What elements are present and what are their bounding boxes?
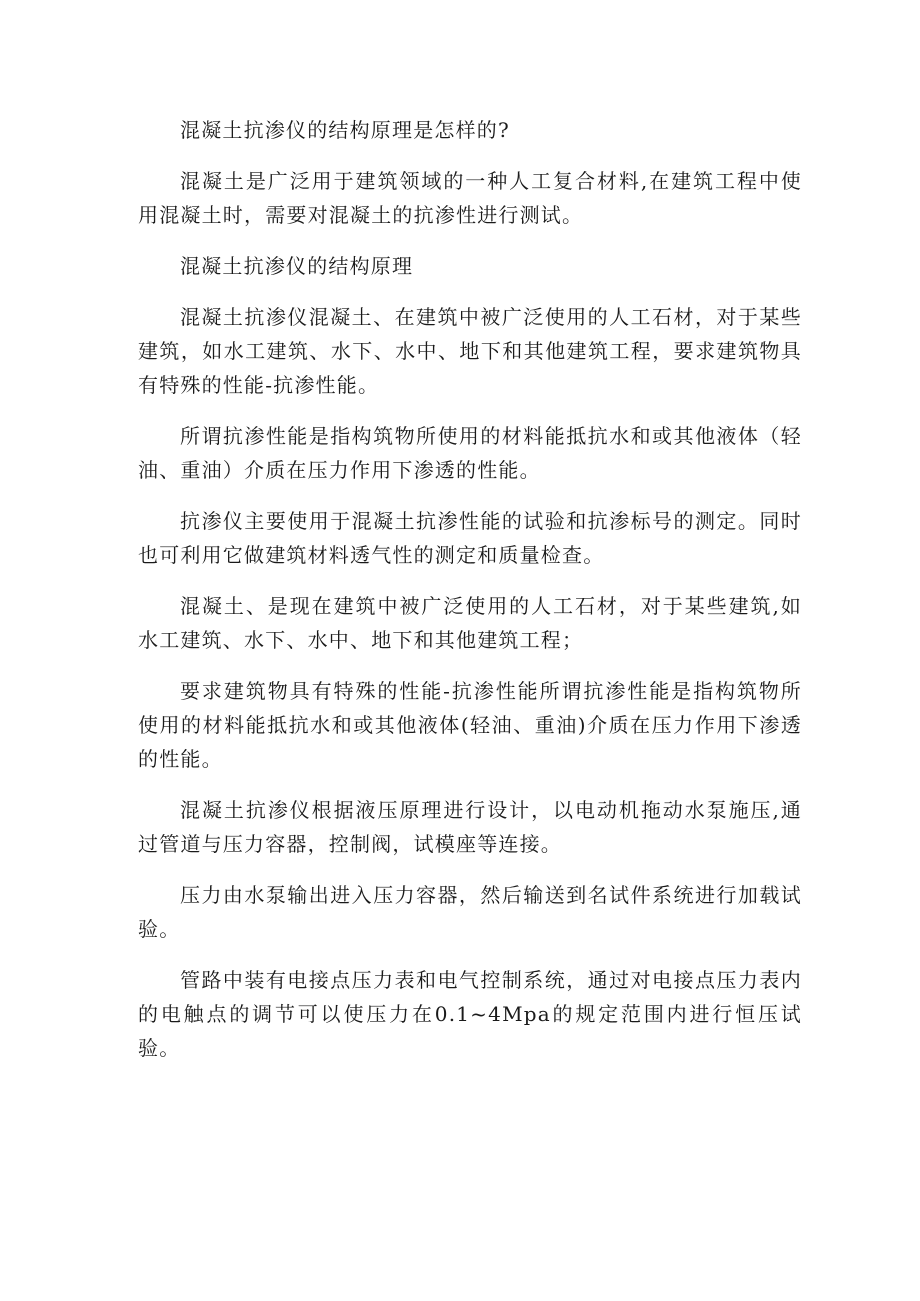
paragraph-body: 混凝土、是现在建筑中被广泛使用的人工石材，对于某些建筑,如水工建筑、水下、水中、地下和其他建筑工程； [138, 594, 802, 652]
paragraph-body: 抗渗仪主要使用于混凝土抗渗性能的试验和抗渗标号的测定。同时也可利用它做建筑材料透气性的测定和质量检查。 [138, 509, 802, 567]
paragraph-section-heading: 混凝土抗渗仪的结构原理 [180, 254, 414, 278]
paragraph-body: 混凝土抗渗仪根据液压原理进行设计，以电动机拖动水泵施压,通过管道与压力容器，控制阀，试模座等连接。 [138, 798, 802, 856]
paragraph-body: 混凝土抗渗仪混凝土、在建筑中被广泛使用的人工石材，对于某些建筑，如水工建筑、水下、水中、地下和其他建筑工程，要求建筑物具有特殊的性能-抗渗性能。 [138, 305, 802, 397]
document-body [138, 113, 802, 1082]
paragraph-title-question: 混凝土抗渗仪的结构原理是怎样的? [180, 118, 510, 142]
paragraph-body: 管路中装有电接点压力表和电气控制系统，通过对电接点压力表内的电触点的调节可以使压力在0.1~4Mpa的规定范围内进行恒压试验。 [138, 968, 802, 1060]
paragraph-body: 压力由水泵输出进入压力容器，然后输送到名试件系统进行加载试验。 [138, 883, 802, 941]
paragraph-body: 所谓抗渗性能是指构筑物所使用的材料能抵抗水和或其他液体（轻油、重油）介质在压力作用下渗透的性能。 [138, 424, 802, 482]
paragraph-body: 要求建筑物具有特殊的性能-抗渗性能所谓抗渗性能是指构筑物所使用的材料能抵抗水和或其他液体(轻油、重油)介质在压力作用下渗透的性能。 [138, 679, 802, 771]
paragraph-intro: 混凝土是广泛用于建筑领域的一种人工复合材料,在建筑工程中使用混凝土时，需要对混凝土的抗渗性进行测试。 [138, 169, 802, 227]
